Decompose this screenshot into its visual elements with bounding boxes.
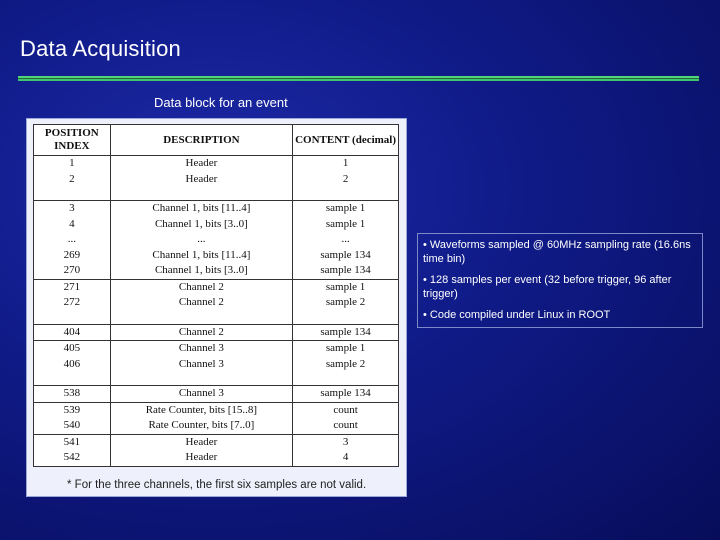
table-row <box>34 311 399 325</box>
table-row: 3 Channel 1, bits [11..4] sample 1 <box>34 201 399 217</box>
header-content: CONTENT (decimal) <box>293 125 399 156</box>
table-row: 270 Channel 1, bits [3..0] sample 134 <box>34 263 399 279</box>
data-block-table-panel <box>27 119 406 496</box>
table-row: 405 Channel 3 sample 1 <box>34 341 399 357</box>
header-position-index: POSITION INDEX <box>34 125 111 156</box>
table-row: 2 Header 2 <box>34 172 399 188</box>
title-divider <box>18 76 699 81</box>
table-row: 540 Rate Counter, bits [7..0] count <box>34 418 399 434</box>
bullet-item: • 128 samples per event (32 before trigger, 96 after trigger) <box>423 274 672 300</box>
table-row: 271 Channel 2 sample 1 <box>34 279 399 295</box>
table-row <box>34 187 399 201</box>
table-row: 272 Channel 2 sample 2 <box>34 295 399 311</box>
table-row: 541 Header 3 <box>34 434 399 450</box>
header-description: DESCRIPTION <box>110 125 293 156</box>
table-row: 539 Rate Counter, bits [15..8] count <box>34 402 399 418</box>
table-row <box>34 372 399 386</box>
bullet-item: • Waveforms sampled @ 60MHz sampling rate (16.6ns time bin) <box>423 239 691 265</box>
data-block-table <box>33 124 399 467</box>
table-row: ... ... ... <box>34 232 399 248</box>
bullet-notes-box <box>417 233 703 328</box>
bullet-item: • Code compiled under Linux in ROOT <box>423 309 611 321</box>
table-footnote: * For the three channels, the first six samples are not valid. <box>67 479 367 491</box>
slide-title: Data Acquisition <box>20 36 181 61</box>
table-caption: Data block for an event <box>154 95 288 110</box>
table-row: 4 Channel 1, bits [3..0] sample 1 <box>34 217 399 233</box>
table-row: 404 Channel 2 sample 134 <box>34 324 399 341</box>
table-row: 542 Header 4 <box>34 450 399 466</box>
table-row: 1 Header 1 <box>34 156 399 172</box>
table-row: 538 Channel 3 sample 134 <box>34 386 399 403</box>
table-row: 406 Channel 3 sample 2 <box>34 357 399 373</box>
table-row: 269 Channel 1, bits [11..4] sample 134 <box>34 248 399 264</box>
table-header-row <box>34 125 399 156</box>
